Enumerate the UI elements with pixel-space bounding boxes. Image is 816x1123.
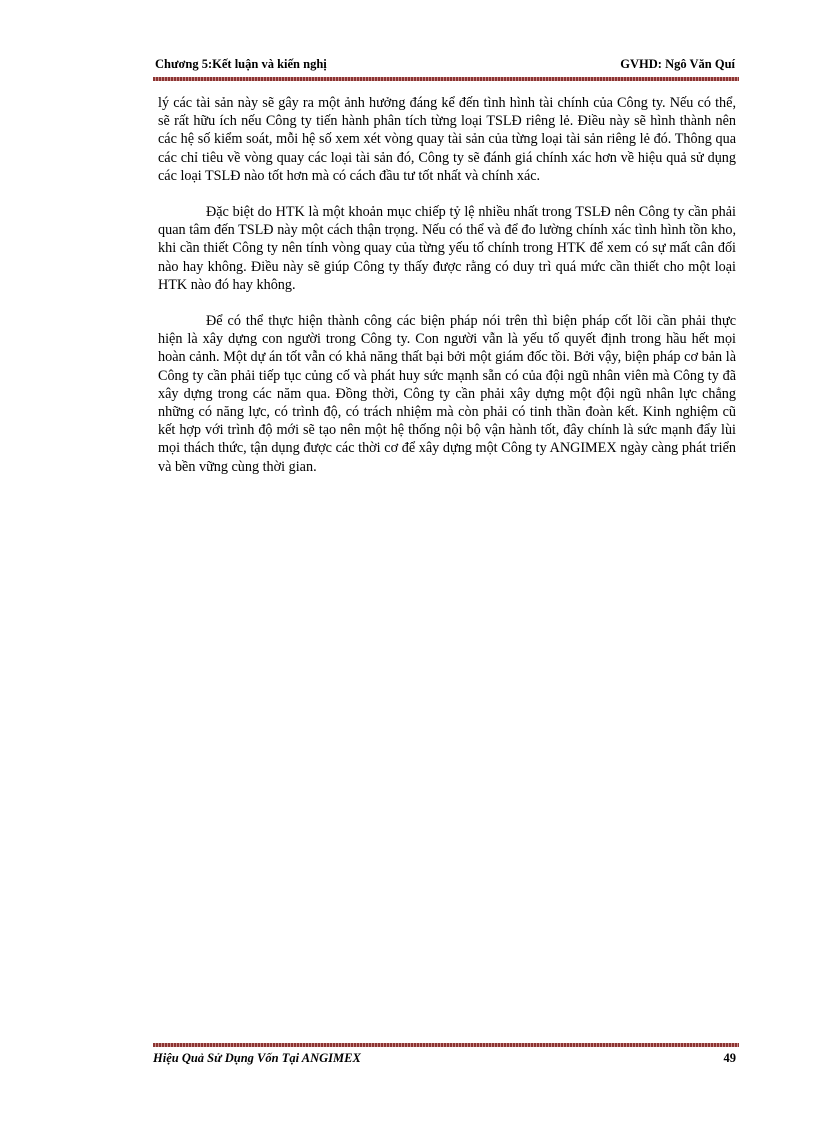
document-title: Hiệu Quả Sử Dụng Vốn Tại ANGIMEX xyxy=(153,1051,361,1065)
chapter-title: Chương 5:Kết luận và kiến nghị xyxy=(155,57,327,71)
page-footer xyxy=(153,1051,739,1071)
body-text xyxy=(158,94,736,494)
paragraph-human-resources: Để có thể thực hiện thành công các biện pháp nói trên thì biện pháp cốt lõi cần phải thực hiện là xây dựng con người trong Công ty. Con người vẫn là yếu tố quyết định trong hầu hết mọi hoàn cảnh. Một dự án tốt vẫn có khả năng thất bại bởi một giám đốc tồi. Bởi vậy, biện pháp cơ bản là Công ty cần phải tiếp tục củng cố và phát huy sức mạnh sẵn có của đội ngũ nhân viên mà Công ty đã xây dựng trong các năm qua. Đồng thời, Công ty cần phải xây dựng một đội ngũ nhân lực chẳng những có năng lực, có trình độ, có trách nhiệm mà còn phải có tinh thần đoàn kết. Kinh nghiệm cũ kết hợp với trình độ mới sẽ tạo nên một hệ thống nội bộ vận hành tốt, đây chính là sức mạnh đẩy lùi mọi thách thức, tận dụng được các thời cơ để xây dựng một Công ty ANGIMEX ngày càng phát triển và bền vững cùng thời gian. xyxy=(158,313,736,475)
paragraph-continuation: lý các tài sản này sẽ gây ra một ảnh hưởng đáng kể đến tình hình tài chính của Công ty. Nếu có thể, sẽ rất hữu ích nếu Công ty tiến hành phân tích từng loại TSLĐ riêng lẻ. Điều này sẽ hình thành nên các hệ số kiểm soát, mỗi hệ số xem xét vòng quay tài sản của từng loại tài sản riêng lẻ đó. Thông qua các chỉ tiêu về vòng quay các loại tài sản đó, Công ty sẽ đánh giá chính xác hơn về hiệu quả sử dụng các loại TSLĐ nào tốt hơn mà có cách đầu tư tốt nhất và chính xác. xyxy=(158,95,736,184)
footer-divider xyxy=(153,1043,739,1047)
header-divider xyxy=(153,77,739,81)
paragraph-inventory: Đặc biệt do HTK là một khoản mục chiếp tỷ lệ nhiều nhất trong TSLĐ nên Công ty cần phải quan tâm đến TSLĐ này một cách thận trọng. Nếu có thể và để đo lường chính xác tình hình tồn kho, khi cần thiết Công ty nên tính vòng quay của từng yếu tố chính trong HTK để xem có sự mất cân đối nào hay không. Điều này sẽ giúp Công ty thấy được rằng có duy trì quá mức cần thiết cho một loại HTK nào đó hay không. xyxy=(158,204,736,293)
page-header xyxy=(153,57,739,77)
advisor-name: GVHD: Ngô Văn Quí xyxy=(620,57,735,71)
page-number: 49 xyxy=(723,1051,736,1065)
